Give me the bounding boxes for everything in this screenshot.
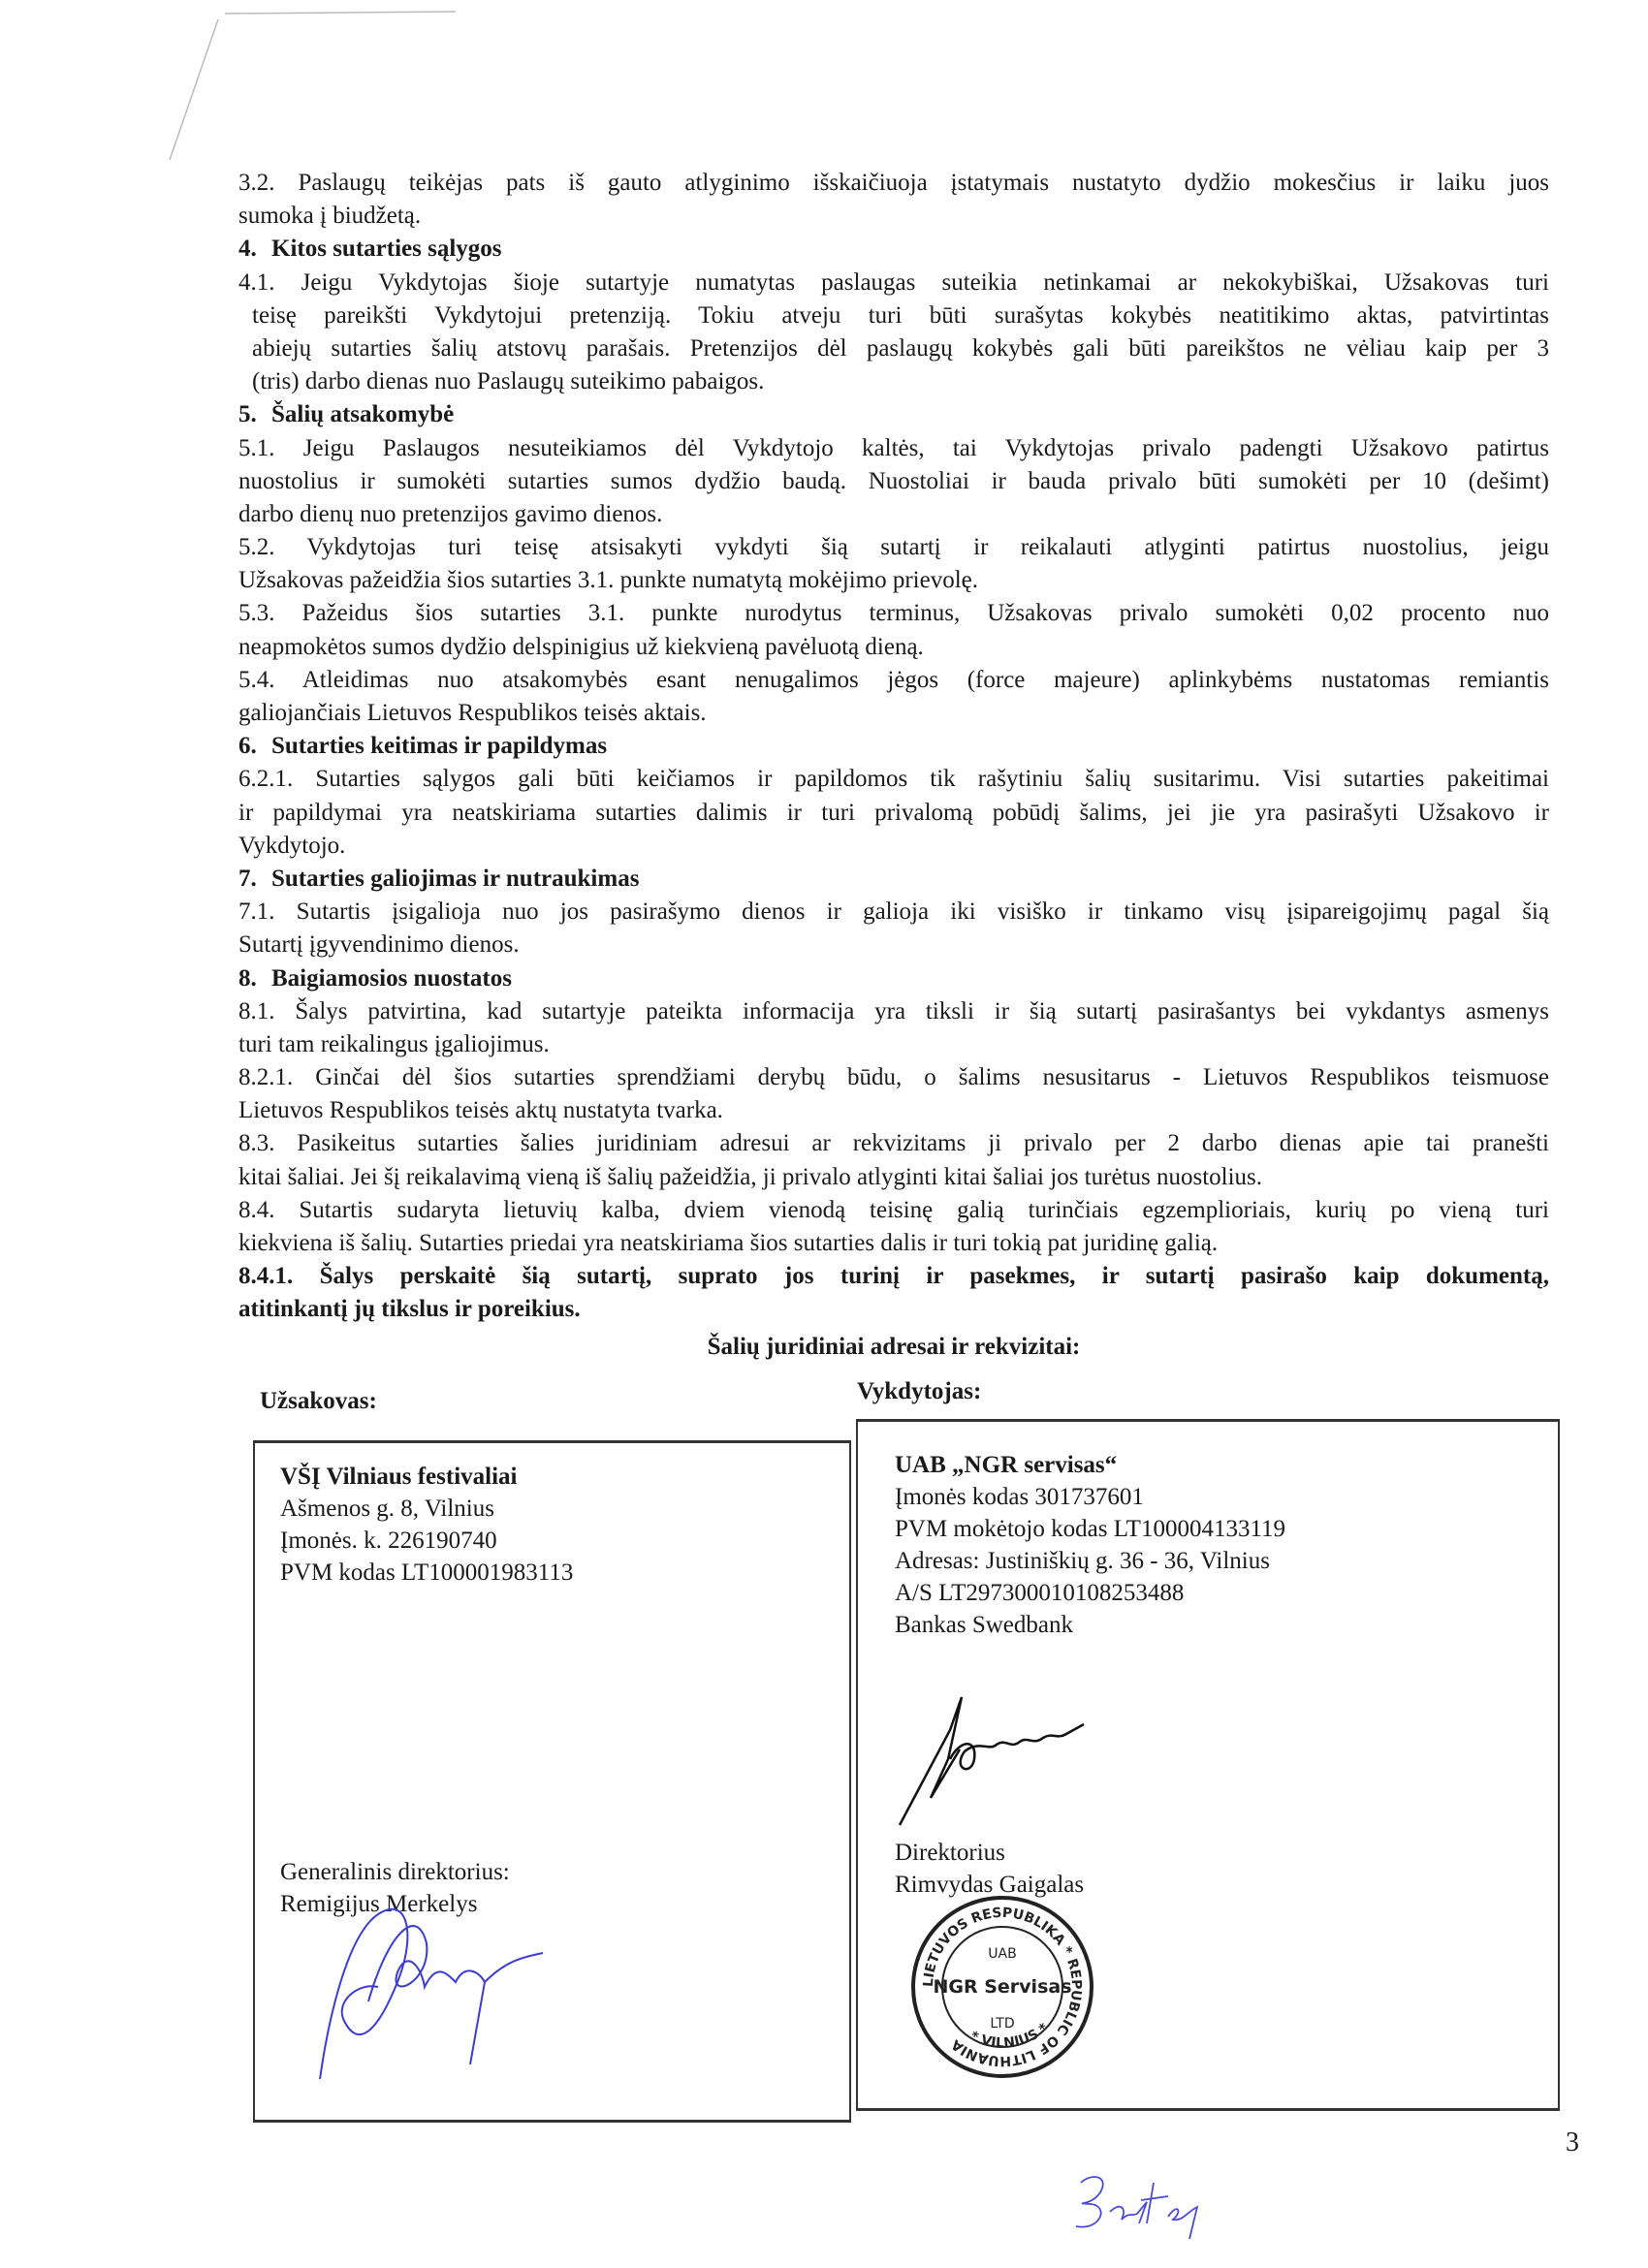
contractor-detail-line: A/S LT297300010108253488: [895, 1580, 1185, 1606]
clause-line: Vykdytojo.: [238, 832, 346, 859]
stamp-line-1: UAB: [988, 1946, 1017, 1962]
section-title: Baigiamosios nuostatos: [271, 964, 512, 992]
section-heading: [238, 398, 1549, 431]
client-detail-line: PVM kodas LT100001983113: [280, 1559, 574, 1586]
contractor-signer-name: Rimvydas Gaigalas: [895, 1872, 1085, 1898]
clause-line: turi tam reikalingus įgaliojimus.: [238, 1030, 550, 1057]
clause-line: 8.3. Pasikeitus sutarties šalies juridiniam adresui ar rekvizitams ji privalo per 2 darbo dienas apie tai pranešti: [238, 1130, 1549, 1157]
clause-line: 4.1. Jeigu Vykdytojas šioje sutartyje numatytas paslaugas suteikia netinkamai ar nekokybiškai, Užsakovas turi: [238, 268, 1549, 296]
initials-signature: [1062, 2163, 1217, 2241]
section-number: 4.: [238, 236, 257, 263]
client-name: VŠĮ Vilniaus festivaliai: [280, 1464, 518, 1490]
client-signature: [310, 1895, 620, 2089]
section-title: Kitos sutarties sąlygos: [271, 236, 502, 263]
clause-line: nuostolius ir sumokėti sutarties sumos dydžio baudą. Nuostoliai ir bauda privalo būti sumokėti per 10 (dešimt): [238, 467, 1549, 494]
client-signer-role: Generalinis direktorius:: [280, 1859, 510, 1885]
clause-line: galiojančiais Lietuvos Respublikos teisės aktais.: [238, 700, 707, 726]
contractor-signature: [892, 1691, 1183, 1827]
contractor-detail-line: PVM mokėtojo kodas LT100004133119: [895, 1516, 1286, 1542]
contractor-detail-line: Adresas: Justiniškių g. 36 - 36, Vilnius: [895, 1548, 1270, 1574]
section-number: 7.: [238, 865, 257, 892]
contractor-detail-line: Bankas Swedbank: [895, 1612, 1073, 1638]
section-heading: [238, 962, 1549, 995]
clause-line: 8.1. Šalys patvirtina, kad sutartyje pateikta informacija yra tiksli ir šią sutartį pasirašantys bei vykdantys asmenys: [238, 997, 1549, 1024]
clause-line: 5.2. Vykdytojas turi teisę atsisakyti vykdyti šią sutartį ir reikalauti atlyginti patirtus nuostolius, jeigu: [238, 534, 1549, 561]
clause-line: 5.4. Atleidimas nuo atsakomybės esant nenugalimos jėgos (force majeure) aplinkybėms nustatomas remiantis: [238, 666, 1549, 693]
clause-line: sumoka į biudžetą.: [238, 203, 422, 230]
clause-line: kitai šaliai. Jei šį reikalavimą vieną iš šalių pažeidžia, ji privalo atlyginti kitai šaliai jos turėtus nuostolius.: [238, 1163, 1263, 1190]
clause-line: 8.4.1. Šalys perskaitė šią sutartį, suprato jos turinį ir pasekmes, ir sutartį pasirašo kaip dokumentą,: [238, 1263, 1549, 1290]
section-number: 8.: [238, 964, 257, 992]
clause-line: teisę pareikšti Vykdytojui pretenziją. Tokiu atveju turi būti surašytas kokybės neatitikimo aktas, patvirtintas: [252, 301, 1549, 329]
clause-line: 5.1. Jeigu Paslaugos nesuteikiamos dėl Vykdytojo kaltės, tai Vykdytojas privalo padengti Užsakovo patirtus: [238, 434, 1549, 461]
contractor-signer-role: Direktorius: [895, 1840, 1005, 1866]
section-title: Sutarties keitimas ir papildymas: [271, 733, 608, 760]
scan-edge-line: [0, 0, 465, 174]
requisites-heading: Šalių juridiniai adresai ir rekvizitai:: [707, 1333, 1081, 1360]
clause-line: neapmokėtos sumos dydžio delspinigius už kiekvieną pavėluotą dieną.: [238, 633, 924, 660]
clause-line: Užsakovas pažeidžia šios sutarties 3.1. punkte numatytą mokėjimo prievolę.: [238, 567, 979, 594]
stamp-city-text: * VILNIUS *: [967, 2020, 1052, 2052]
section-number: 6.: [238, 733, 257, 760]
clause-line: ir papildymai yra neatskiriama sutarties dalimis ir turi privalomą pobūdį šalims, jei jie yra pasirašyti Užsakovo ir: [238, 799, 1549, 826]
contractor-detail-line: Įmonės kodas 301737601: [895, 1484, 1144, 1510]
section-heading: [238, 730, 1549, 763]
clause-line: 8.2.1. Ginčai dėl šios sutarties sprendžiami derybų būdu, o šalims nesusitarus - Lietuvos Respublikos teismuose: [238, 1064, 1549, 1091]
client-signer-name: Remigijus Merkelys: [280, 1891, 478, 1917]
company-stamp: [905, 1890, 1099, 2084]
clause-line: atitinkantį jų tikslus ir poreikius.: [238, 1296, 581, 1323]
page-number: 3: [1566, 2127, 1579, 2158]
contractor-label: Vykdytojas:: [857, 1378, 982, 1404]
client-detail-line: Įmonės. k. 226190740: [280, 1528, 497, 1554]
clause-line: abiejų sutarties šalių atstovų parašais. Pretenzijos dėl paslaugų kokybės gali būti pareikštos ne vėliau kaip per 3: [252, 334, 1549, 362]
clause-line: (tris) darbo dienas nuo Paslaugų suteikimo pabaigos.: [252, 368, 765, 395]
section-title: Sutarties galiojimas ir nutraukimas: [271, 865, 640, 892]
clause-line: Sutartį įgyvendinimo dienos.: [238, 931, 520, 959]
clause-line: 3.2. Paslaugų teikėjas pats iš gauto atlyginimo išskaičiuoja įstatymais nustatyto dydžio mokesčius ir laiku juos: [238, 170, 1549, 196]
section-heading: [238, 233, 1549, 266]
section-heading: [238, 863, 1549, 896]
clause-line: Lietuvos Respublikos teisės aktų nustatyta tvarka.: [238, 1097, 723, 1124]
contractor-name: UAB „NGR servisas“: [895, 1452, 1118, 1478]
clause-line: darbo dienų nuo pretenzijos gavimo dienos.: [238, 500, 663, 527]
client-label: Užsakovas:: [260, 1388, 377, 1414]
clause-line: 5.3. Pažeidus šios sutarties 3.1. punkte nurodytus terminus, Užsakovas privalo sumokėti 0,02 procento nuo: [238, 600, 1549, 627]
stamp-line-3: LTD: [990, 2016, 1015, 2032]
stamp-line-2: NGR Servisas: [933, 1976, 1072, 1998]
stamp-ring-text: LIETUVOS RESPUBLIKA * REPUBLIC OF LITHUANIA: [920, 1905, 1085, 2069]
clause-line: 7.1. Sutartis įsigalioja nuo jos pasirašymo dienos ir galioja iki visiško ir tinkamo visų įsipareigojimų pagal šią: [238, 898, 1549, 926]
clause-line: kiekviena iš šalių. Sutarties priedai yra neatskiriama šios sutarties dalis ir turi tokią pat juridinę galią.: [238, 1230, 1219, 1256]
section-number: 5.: [238, 401, 257, 428]
client-detail-line: Ašmenos g. 8, Vilnius: [280, 1496, 494, 1522]
clause-line: 6.2.1. Sutarties sąlygos gali būti keičiamos ir papildomos tik rašytiniu šalių susitarimu. Visi sutarties pakeitimai: [238, 766, 1549, 793]
clause-line: 8.4. Sutartis sudaryta lietuvių kalba, dviem vienodą teisinę galią turinčiais egzemplioriais, kurių po vieną turi: [238, 1196, 1549, 1223]
section-title: Šalių atsakomybė: [271, 401, 455, 428]
contract-body: [238, 167, 1549, 1364]
